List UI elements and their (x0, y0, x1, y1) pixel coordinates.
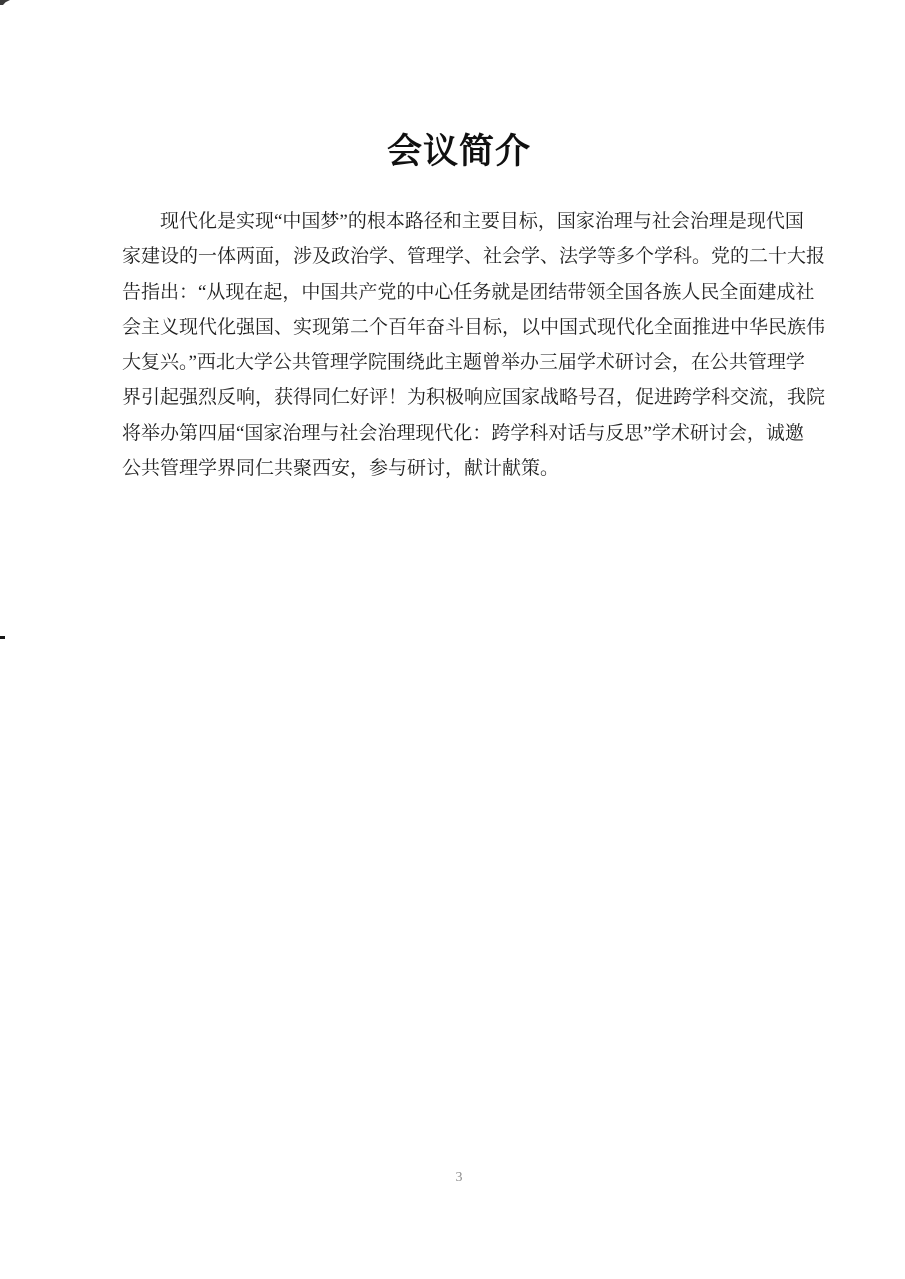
paragraph-line: 会主义现代化强国、实现第二个百年奋斗目标，以中国式现代化全面推进中华民族伟 (122, 316, 826, 338)
paragraph-line: 界引起强烈反响，获得同仁好评！为积极响应国家战略号召，促进跨学科交流，我院 (122, 387, 826, 409)
paragraph-line: 现代化是实现“中国梦”的根本路径和主要目标，国家治理与社会治理是现代国 (160, 211, 804, 232)
scan-artifact-left-edge-icon (0, 636, 5, 639)
paragraph-line: 将举办第四届“国家治理与社会治理现代化：跨学科对话与反思”学术研讨会，诚邀 (122, 422, 804, 444)
paragraph-line: 家建设的一体两面，涉及政治学、管理学、社会学、法学等多个学科。党的二十大报 (122, 246, 826, 268)
page-number: 3 (455, 1170, 463, 1185)
paragraph-line: 告指出：“从现在起，中国共产党的中心任务就是团结带领全国各族人民全面建成社 (122, 281, 815, 303)
page-title: 会议简介 (386, 132, 531, 171)
intro-paragraph (122, 204, 826, 486)
paragraph-line: 公共管理学界同仁共聚西安，参与研讨，献计献策。 (122, 458, 560, 480)
paragraph-line: 大复兴。”西北大学公共管理学院围绕此主题曾举办三届学术研讨会，在公共管理学 (122, 352, 805, 374)
scan-artifact-top-left-icon (0, 0, 10, 5)
